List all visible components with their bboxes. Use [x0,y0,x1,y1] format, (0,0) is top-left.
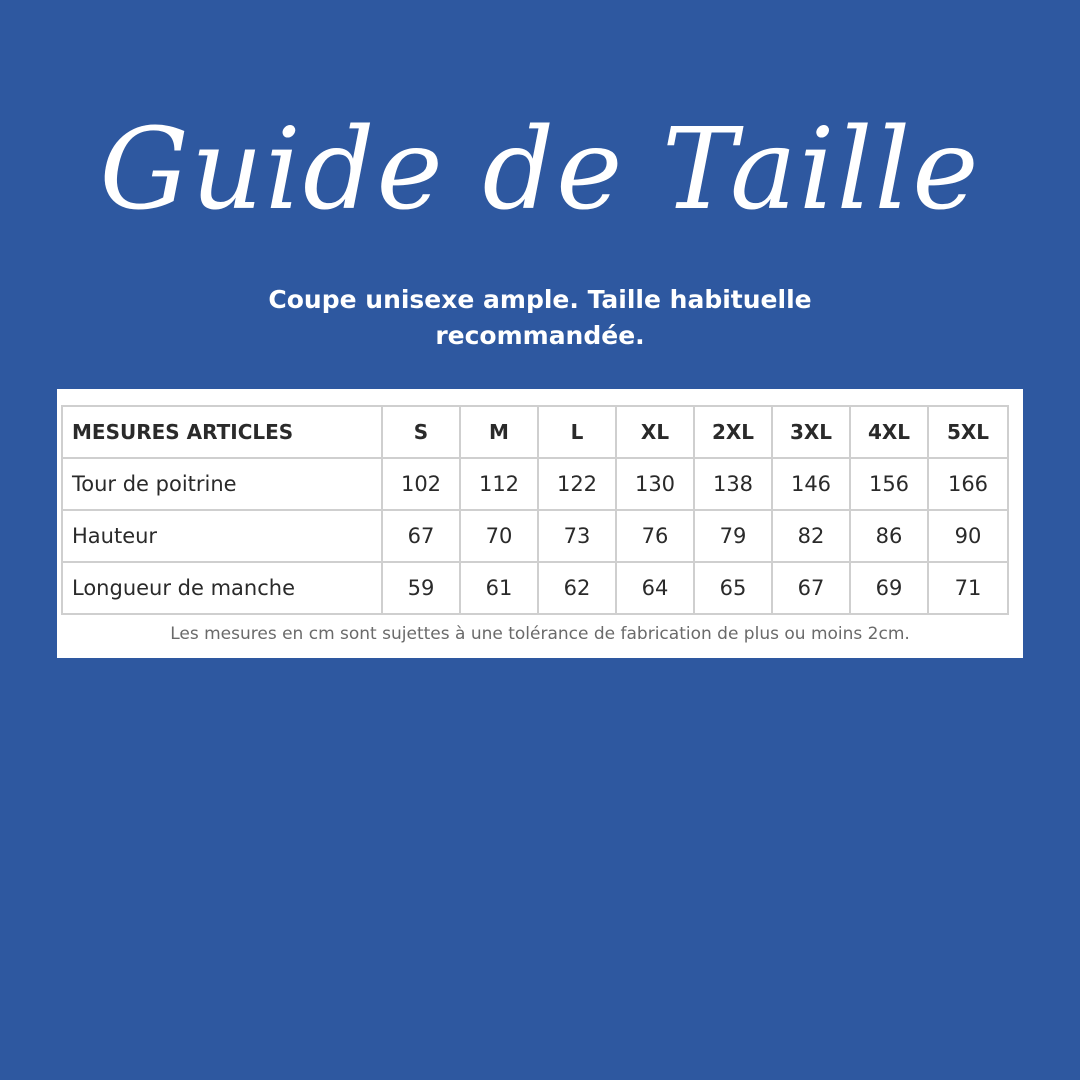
table-cell: 67 [772,562,850,614]
table-cell: 73 [538,510,616,562]
table-cell: 67 [382,510,460,562]
table-cell: 64 [616,562,694,614]
row-label: Hauteur [62,510,382,562]
table-cell: 90 [928,510,1008,562]
table-row [62,458,1008,510]
table-cell: 76 [616,510,694,562]
size-header-3xl: 3XL [772,406,850,458]
row-label: Longueur de manche [62,562,382,614]
table-cell: 130 [616,458,694,510]
header-label: MESURES ARTICLES [62,406,382,458]
table-cell: 156 [850,458,928,510]
page-subtitle: Coupe unisexe ample. Taille habituelle recommandée. [268,285,812,350]
table-cell: 112 [460,458,538,510]
table-cell: 65 [694,562,772,614]
table-cell: 86 [850,510,928,562]
table-cell: 166 [928,458,1008,510]
table-cell: 82 [772,510,850,562]
size-header-s: S [382,406,460,458]
table-cell: 61 [460,562,538,614]
table-cell: 69 [850,562,928,614]
table-cell: 138 [694,458,772,510]
row-label: Tour de poitrine [62,458,382,510]
size-header-4xl: 4XL [850,406,928,458]
size-header-xl: XL [616,406,694,458]
size-header-2xl: 2XL [694,406,772,458]
table-cell: 79 [694,510,772,562]
table-row [62,510,1008,562]
tolerance-note: Les mesures en cm sont sujettes à une tolérance de fabrication de plus ou moins 2cm. [170,624,910,644]
size-header-5xl: 5XL [928,406,1008,458]
size-header-l: L [538,406,616,458]
table-cell: 146 [772,458,850,510]
table-cell: 122 [538,458,616,510]
table-row [62,562,1008,614]
table-cell: 62 [538,562,616,614]
table-header-row [62,406,1008,458]
table-cell: 102 [382,458,460,510]
size-header-m: M [460,406,538,458]
size-chart-card [57,389,1023,658]
table-cell: 70 [460,510,538,562]
size-chart-table [61,405,1009,615]
table-cell: 59 [382,562,460,614]
page-title: Guide de Taille [99,105,981,235]
table-cell: 71 [928,562,1008,614]
